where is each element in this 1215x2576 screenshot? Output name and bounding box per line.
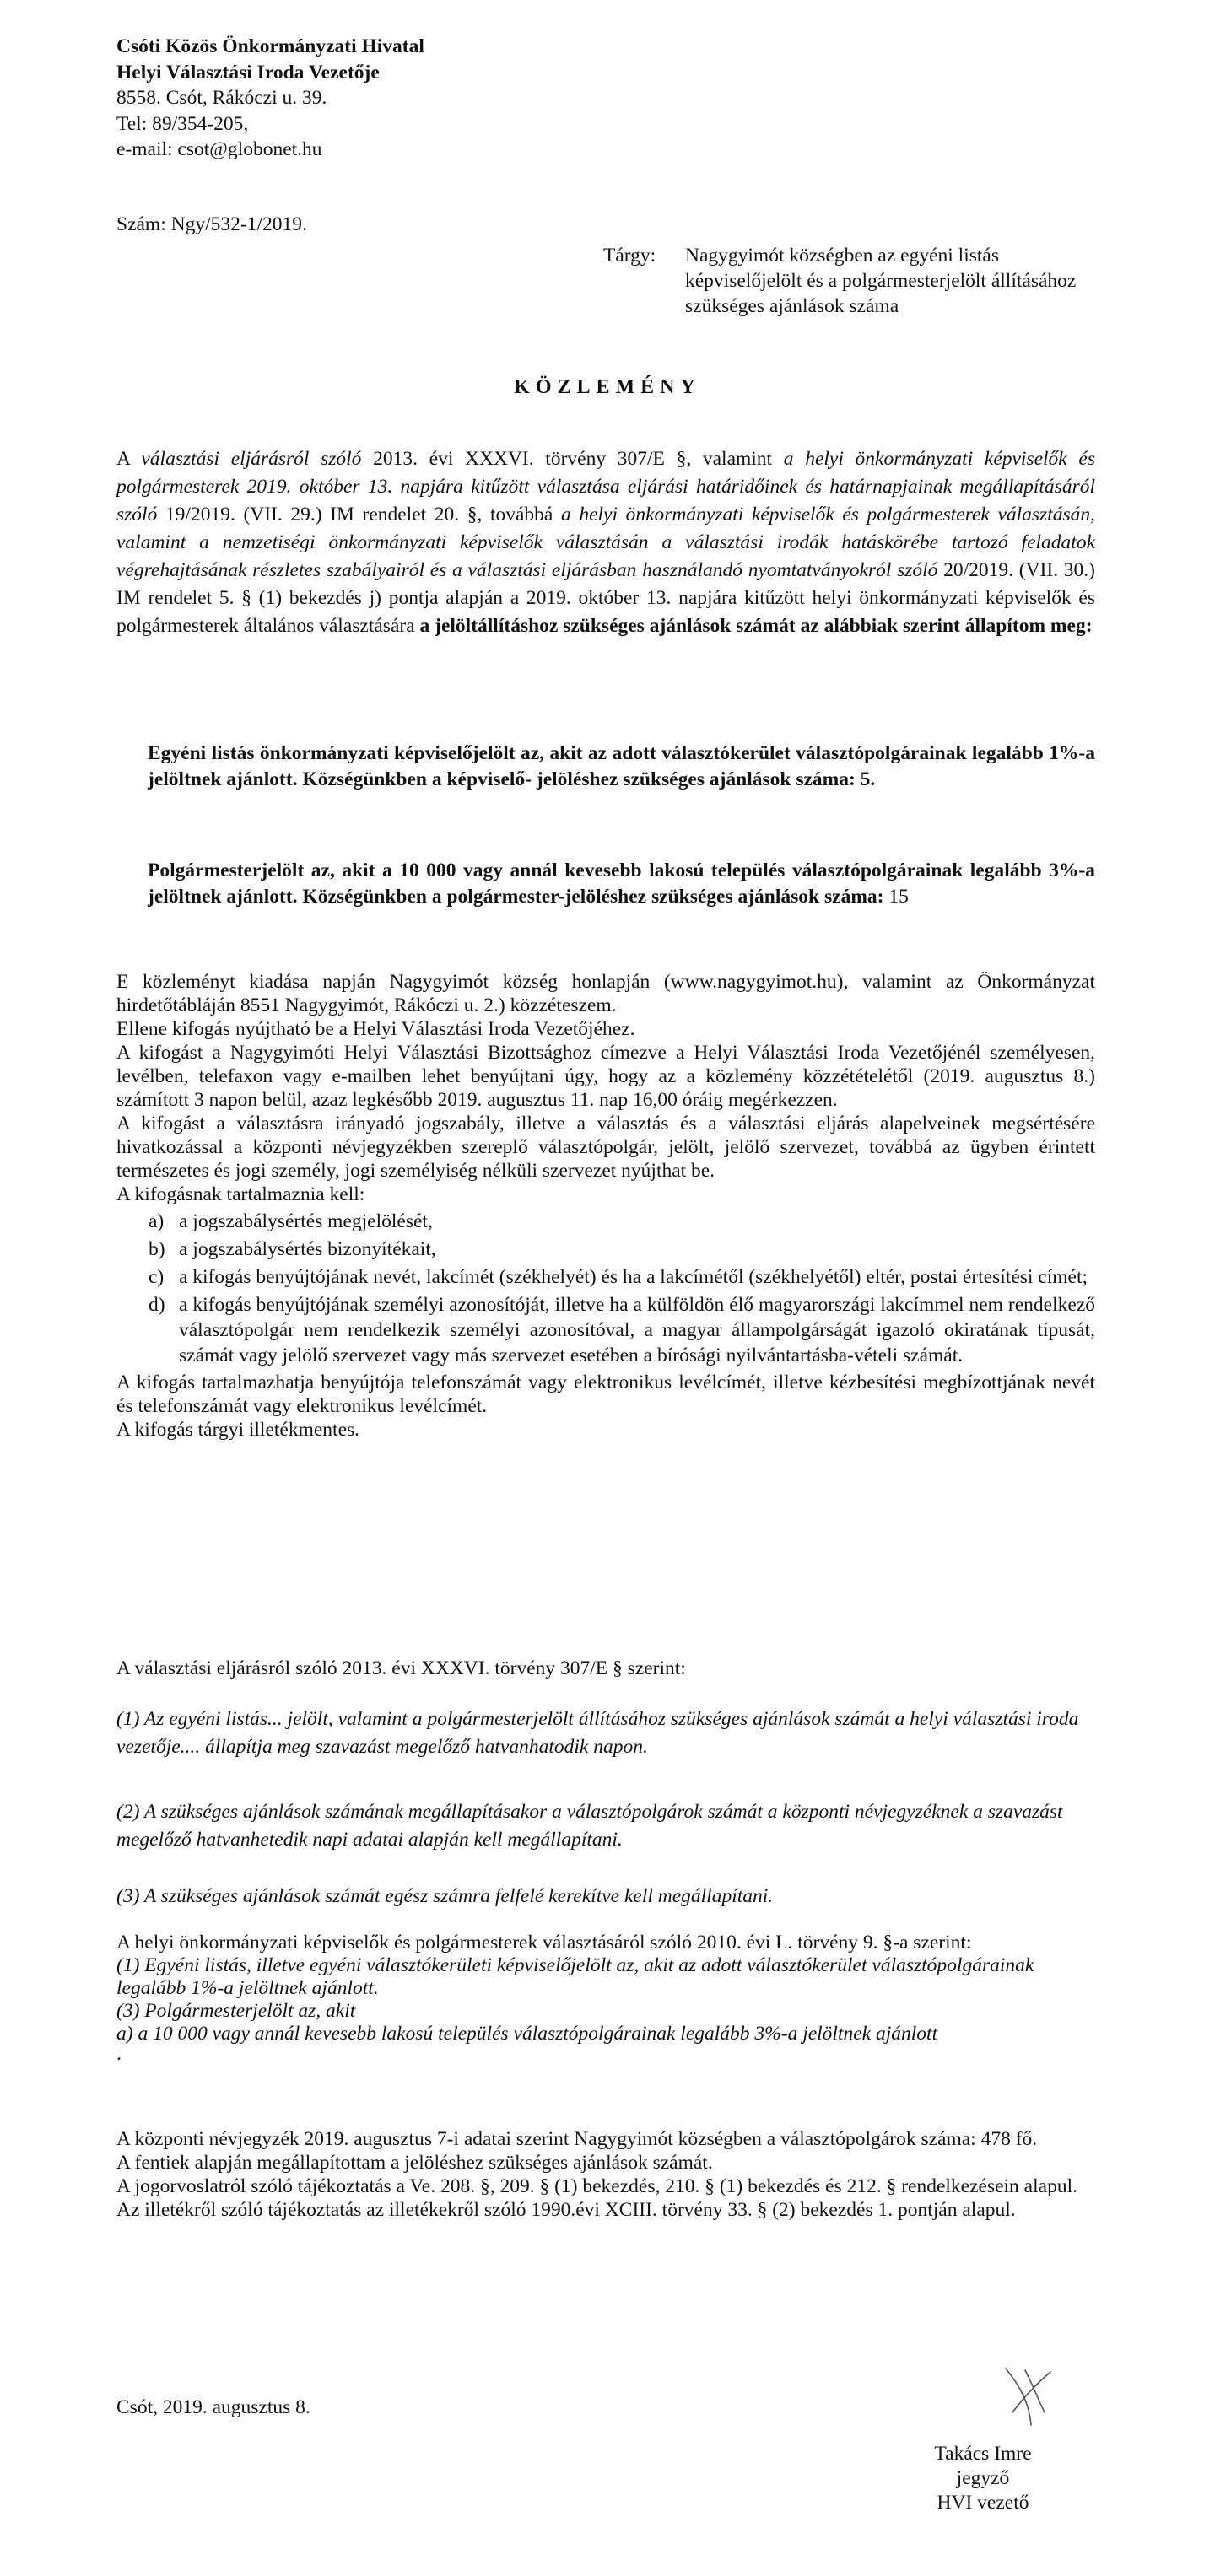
law-paragraph-1: (1) Az egyéni listás... jelölt, valamint a polgármesterjelölt állításához szükséges ajánlások számát a helyi választási iroda vezetője.... állapítja meg szavazást megelőző hatvanhatodik napon. [116, 1708, 1079, 1758]
list-marker: b) [148, 1238, 165, 1260]
subject-text: Nagygyimót községben az egyéni listás képviselőjelölt és a polgármesterjelölt állításához szükséges ajánlások száma [685, 245, 1077, 317]
list-item [148, 1264, 1095, 1290]
list-item-text: a jogszabálysértés bizonyítékait, [179, 1238, 436, 1260]
intro-text-7: 20/2019. (VII. 30.) IM rendelet 5. § (1) bekezdés j) pontja alapján a 2019. október 13. napjára kitűzött helyi önkormányzati képviselők és polgármesterek általános választására [116, 559, 1095, 637]
subject-block [603, 243, 1110, 319]
reference-number: Szám: Ngy/532-1/2019. [116, 213, 307, 235]
closing-remedy-basis: A jogorvoslatról szóló tájékoztatás a Ve. 208. §, 209. § (1) bekezdés, 210. § (1) bekezdés és 212. § rendelkezésein alapul. [116, 2175, 1077, 2197]
law-paragraph-2: (2) A szükséges ajánlások számának megállapításakor a választópolgárok számát a központi névjegyzéknek a szavazást megelőző hatvanhetedik napi adatai alapján kell megállapítani. [116, 1801, 1063, 1851]
subject-label: Tárgy: [603, 245, 656, 267]
law-paragraph-3: (3) A szükséges ajánlások számát egész számra felfelé kerekítve kell megállapítani. [116, 1885, 774, 1907]
sender-block [116, 34, 1095, 163]
signature-block [907, 2442, 1059, 2515]
notice-objection: Ellene kifogás nyújtható be a Helyi Választási Iroda Vezetőjéhez. [116, 1018, 635, 1040]
list-item-text: a kifogás benyújtójának személyi azonosítóját, illetve ha a külföldön élő magyarországi lakcímmel nem rendelkező választópolgár nem rendelkezik személyi azonosítóval, a magyar állampolgárságát igazoló okiratának típusát, számát vagy jelölő szervezet vagy más szervezet esetében a bírósági nyilvántartásba-vételi számát. [179, 1294, 1095, 1366]
list-item [148, 1292, 1095, 1368]
notice-optional-contact: A kifogás tartalmazhatja benyújtója telefonszámát vagy elektronikus levélcímét, illetve kézbesítési megbízottjának nevét és telefonszámát vagy elektronikus levélcímét. [116, 1372, 1095, 1417]
rule-mayor-value: 15 [883, 886, 909, 908]
intro-text-1: A [116, 448, 142, 470]
handwritten-signature [987, 2362, 1063, 2438]
list-item-text: a jogszabálysértés megjelölését, [179, 1210, 433, 1232]
notice-publication: E közleményt kiadása napján Nagygyimót község honlapján (www.nagygyimot.hu), valamint az Önkormányzat hirdetőtábláján 8551 Nagygyimót, Rákóczi u. 2.) közzéteszem. [116, 971, 1095, 1016]
intro-text-6: a helyi önkormányzati képviselők és polgármesterek választásán, valamint a nemzetiségi önkormányzati képviselők választásán a választási irodák hatáskörébe tartozó feladatok végrehajtásának részletes szabályairól és a választási eljárásban használandó nyomtatványokról szóló [116, 504, 1095, 581]
sender-office-head: Helyi Választási Iroda Vezetője [116, 61, 380, 84]
law9-intro: A helyi önkormányzati képviselők és polgármesterek választásáról szóló 2010. évi L. törvény 9. §-a szerint: [116, 1932, 972, 1954]
list-item [148, 1237, 1095, 1262]
document-date: Csót, 2019. augusztus 8. [116, 2396, 310, 2418]
sender-office: Csóti Közös Önkormányzati Hivatal [116, 35, 424, 57]
signatory-role-2: HVI vezető [937, 2492, 1029, 2514]
list-marker: d) [148, 1294, 165, 1316]
intro-text-4: a helyi önkormányzati képviselők és polgármesterek 2019. október 13. napjára kitűzött választása eljárási határidőinek és határnapjainak megállapításáról szóló [116, 448, 1095, 525]
law9-paragraph-3a: a) a 10 000 vagy annál kevesebb lakosú település választópolgárainak legalább 3%-a jelöltnek ajánlott [116, 2023, 938, 2045]
intro-text-3: 2013. évi XXXVI. törvény 307/E §, valamint [361, 448, 784, 470]
law9-section [116, 1932, 1095, 2065]
law9-paragraph-3: (3) Polgármesterjelölt az, akit [116, 2000, 356, 2022]
objection-requirements-list [116, 1209, 1095, 1368]
closing-voters: A központi névjegyzék 2019. augusztus 7-i adatai szerint Nagygyimót községben a választópolgárok száma: 478 fő. [116, 2128, 1038, 2150]
rule-mayor-text: Polgármesterjelölt az, akit a 10 000 vagy annál kevesebb lakosú település választópolgárainak legalább 3%-a jelöltnek ajánlott. Községünkben a polgármester-jelöléshez szükséges ajánlások száma: [148, 860, 1095, 908]
list-marker: a) [148, 1210, 165, 1232]
notice-fee: A kifogás tárgyi illetékmentes. [116, 1419, 360, 1441]
closing-section [116, 2127, 1095, 2222]
document-title: KÖZLEMÉNY [514, 376, 701, 398]
intro-text-2: választási eljárásról szóló [141, 448, 362, 470]
sender-phone: Tel: 89/354-205, [116, 112, 249, 135]
law-intro: A választási eljárásról szóló 2013. évi XXXVI. törvény 307/E § szerint: [116, 1657, 686, 1679]
notice-objection-contents: A kifogásnak tartalmaznia kell: [116, 1183, 365, 1205]
rule-mayor [148, 858, 1095, 910]
law9-paragraph-1: (1) Egyéni listás, illetve egyéni választókerületi képviselőjelölt az, akit az adott választókerület választópolgárainak legalább 1%-a jelöltnek ajánlott. [116, 1954, 1034, 1999]
closing-statement: A fentiek alapján megállapítottam a jelöléshez szükséges ajánlások számát. [116, 2152, 713, 2174]
intro-paragraph [116, 445, 1095, 640]
sender-email: e-mail: csot@globonet.hu [116, 138, 322, 160]
intro-text-5: 19/2019. (VII. 29.) IM rendelet 20. §, továbbá [157, 504, 561, 525]
list-item [148, 1209, 1095, 1234]
list-marker: c) [148, 1266, 165, 1288]
signatory-role: jegyző [956, 2467, 1010, 2489]
intro-text-8: a jelöltállításhoz szükséges ajánlások számát az alábbiak szerint állapítom meg: [419, 615, 1093, 637]
notice-objection-deadline: A kifogást a Nagygyimóti Helyi Választási Bizottsághoz címezve a Helyi Választási Iroda Vezetőjénél személyesen, levélben, telefaxon vagy e-mailben lehet benyújtani úgy, hogy az a közlemény közzétételétől (2019. augusztus 8.) számított 3 napon belül, azaz legkésőbb 2019. augusztus 11. nap 16,00 óráig megérkezzen. [116, 1042, 1095, 1111]
list-item-text: a kifogás benyújtójának nevét, lakcímét (székhelyét) és ha a lakcímétől (székhelyétől) eltér, postai értesítési címét; [179, 1266, 1088, 1288]
notice-objection-who: A kifogást a választásra irányadó jogszabály, illetve a választás és a választási eljárás alapelveinek megsértésére hivatkozással a központi névjegyzékben szereplő választópolgár, jelölt, jelölő szervezet, továbbá az ügyben érintett természetes és jogi személy, jogi személyiség nélküli szervezet nyújthat be. [116, 1113, 1095, 1182]
notice-section [116, 970, 1095, 1442]
signatory-name: Takács Imre [934, 2443, 1032, 2465]
closing-fee-basis: Az illetékről szóló tájékoztatás az illetékekről szóló 1990.évi XCIII. törvény 33. § (2) bekezdés 1. pontján alapul. [116, 2199, 1016, 2221]
rule-councillor: Egyéni listás önkormányzati képviselőjelölt az, akit az adott választókerület választópolgárainak legalább 1%-a jelöltnek ajánlott. Községünkben a képviselő- jelöléshez szükséges ajánlások száma: 5. [148, 742, 1095, 790]
law9-dot: . [116, 2043, 122, 2065]
sender-address: 8558. Csót, Rákóczi u. 39. [116, 87, 327, 109]
